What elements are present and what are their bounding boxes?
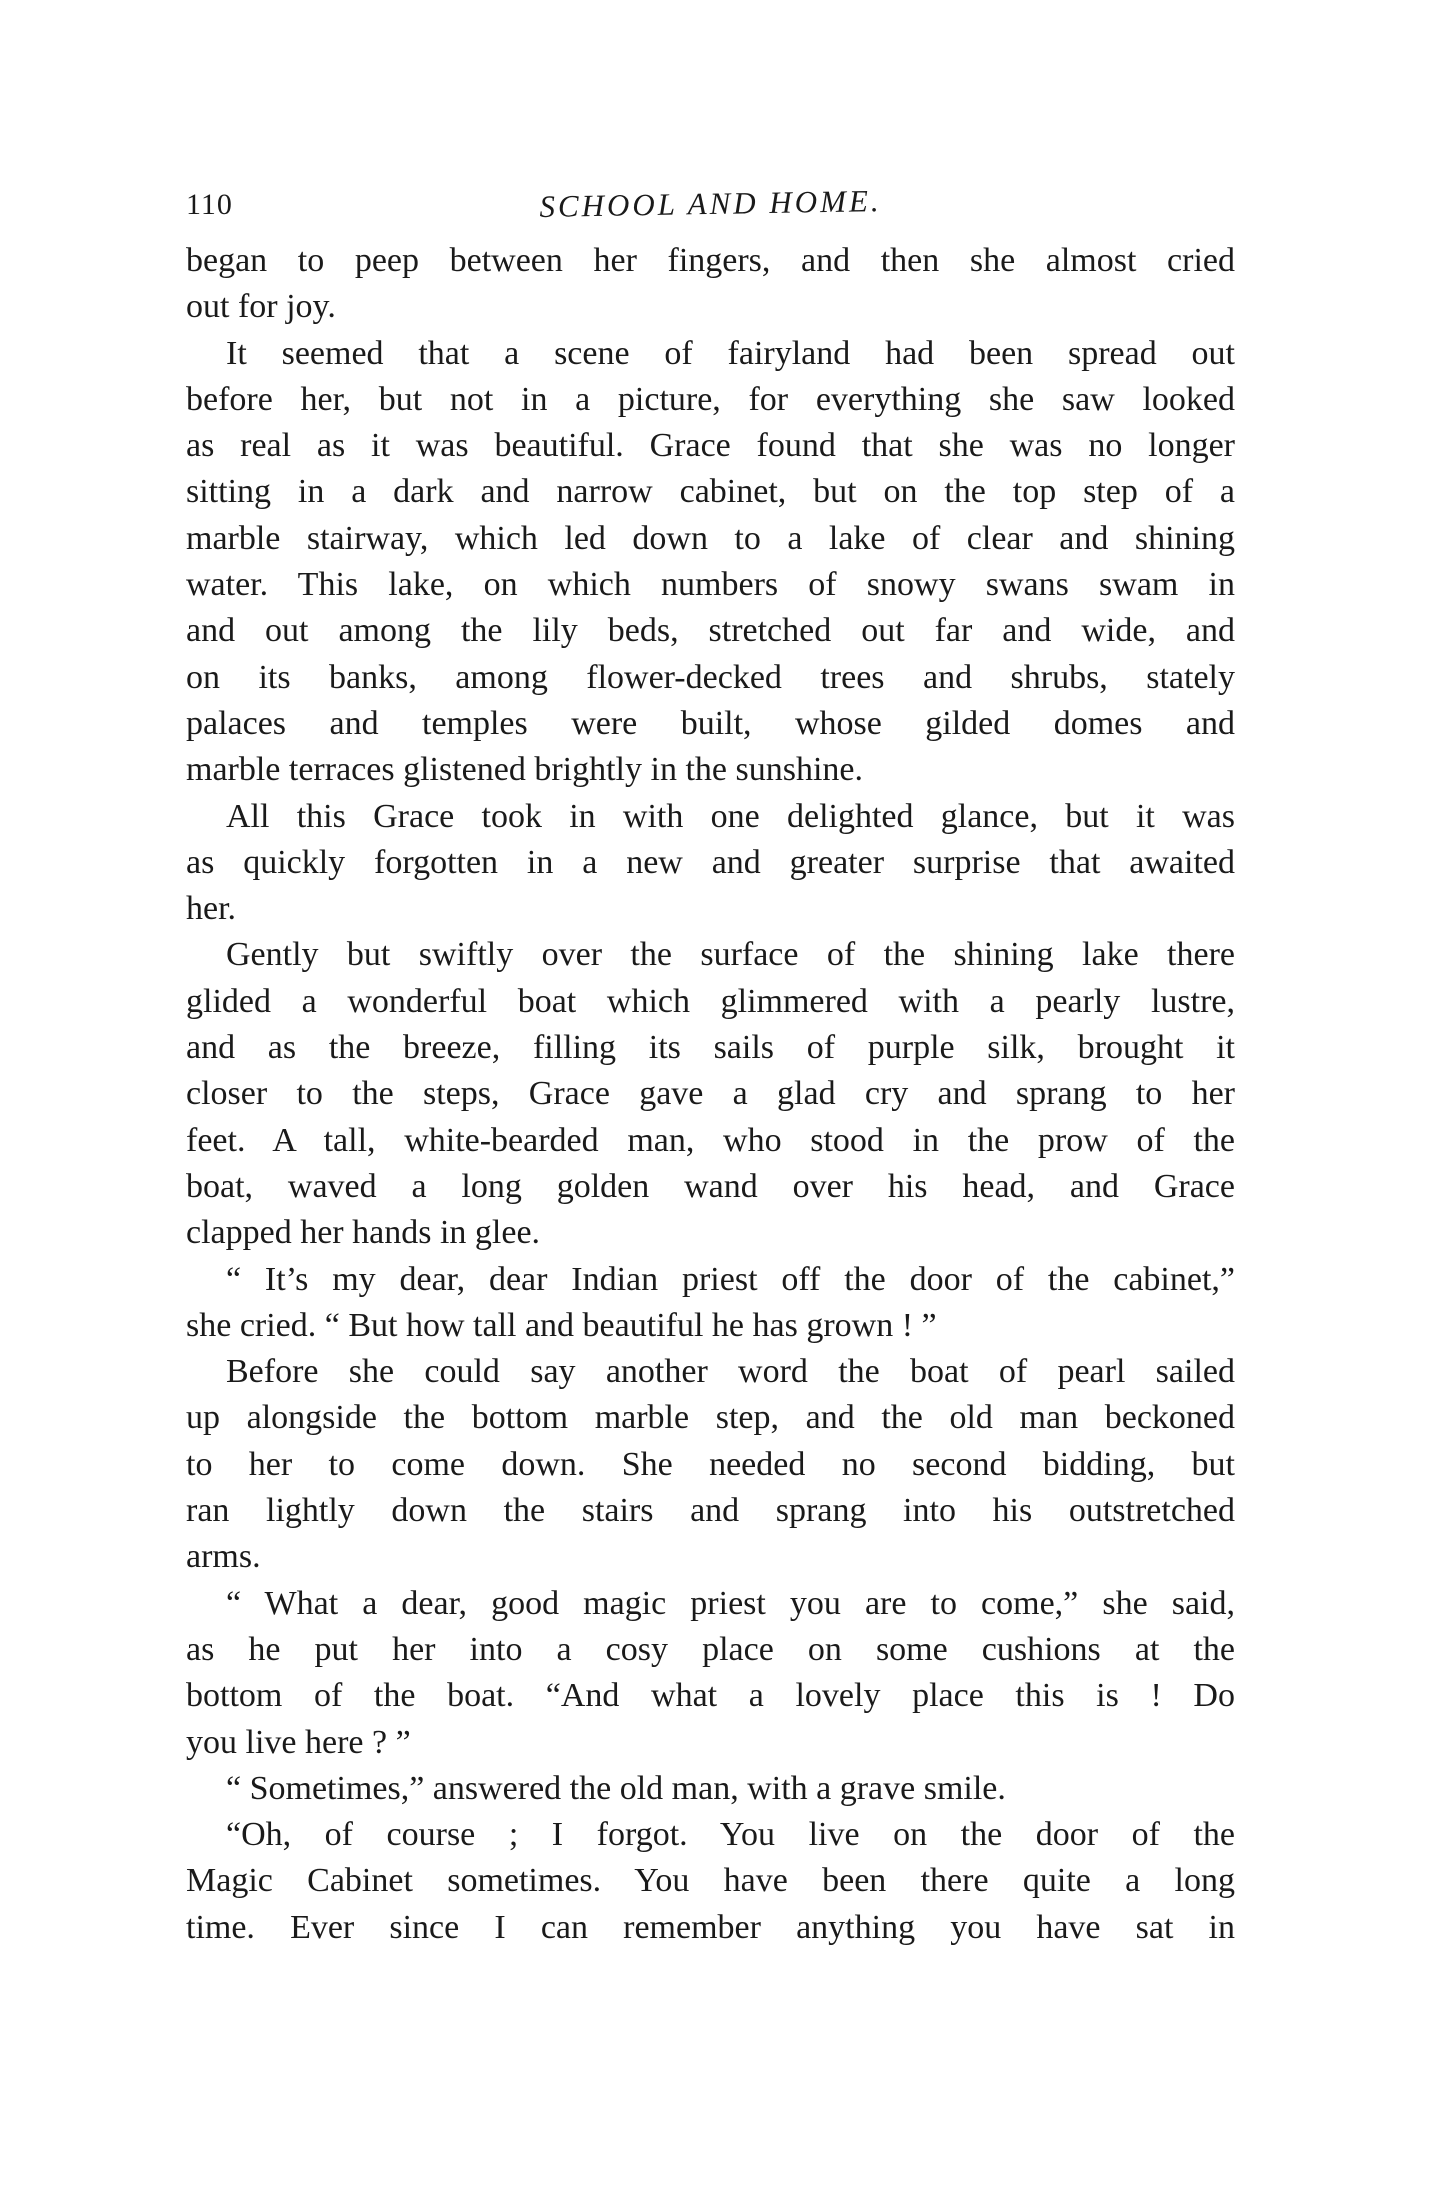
text-line: “ It’s my dear, dear Indian priest off the door of the cabinet,”: [226, 1260, 1235, 1298]
text-line: as real as it was beautiful. Grace found that she was no longer: [186, 427, 1235, 465]
text-line: as quickly forgotten in a new and greater surprise that awaited: [186, 843, 1235, 881]
text-line: water. This lake, on which numbers of snowy swans swam in: [186, 566, 1235, 604]
text-line: Before she could say another word the boat of pearl sailed: [226, 1353, 1235, 1391]
text-line: out for joy.: [186, 288, 336, 326]
text-line: “ What a dear, good magic priest you are to come,” she said,: [226, 1584, 1235, 1622]
text-line: bottom of the boat. “And what a lovely place this is ! Do: [186, 1677, 1235, 1715]
text-line: All this Grace took in with one delighted glance, but it was: [226, 797, 1235, 835]
text-line: marble stairway, which led down to a lake of clear and shining: [186, 519, 1235, 557]
text-line: up alongside the bottom marble step, and the old man beckoned: [186, 1399, 1235, 1437]
text-line: before her, but not in a picture, for everything she saw looked: [186, 380, 1235, 418]
body-text: [186, 238, 1235, 1951]
text-line: time. Ever since I can remember anything you have sat in: [186, 1908, 1235, 1946]
text-line: her.: [186, 890, 237, 928]
text-line: she cried. “ But how tall and beautiful he has grown ! ”: [186, 1306, 937, 1344]
text-line: and out among the lily beds, stretched out far and wide, and: [186, 612, 1235, 650]
text-line: Magic Cabinet sometimes. You have been there quite a long: [186, 1862, 1235, 1900]
page-number: 110: [186, 188, 233, 221]
text-line: and as the breeze, filling its sails of purple silk, brought it: [186, 1029, 1235, 1067]
text-line: Gently but swiftly over the surface of the shining lake there: [226, 936, 1235, 974]
text-line: marble terraces glistened brightly in the sunshine.: [186, 751, 863, 789]
text-line: to her to come down. She needed no second bidding, but: [186, 1445, 1235, 1483]
text-line: on its banks, among flower-decked trees and shrubs, stately: [186, 658, 1235, 696]
text-line: ran lightly down the stairs and sprang into his outstretched: [186, 1492, 1235, 1530]
text-line: began to peep between her fingers, and then she almost cried: [186, 242, 1235, 279]
page-header: [186, 180, 1235, 230]
text-line: “Oh, of course ; I forgot. You live on the door of the: [226, 1816, 1235, 1854]
text-line: palaces and temples were built, whose gilded domes and: [186, 704, 1235, 742]
text-line: glided a wonderful boat which glimmered with a pearly lustre,: [186, 982, 1235, 1020]
text-line: as he put her into a cosy place on some cushions at the: [186, 1630, 1235, 1668]
text-line: “ Sometimes,” answered the old man, with a grave smile.: [226, 1769, 1006, 1807]
text-line: sitting in a dark and narrow cabinet, but on the top step of a: [186, 473, 1235, 511]
text-line: you live here ? ”: [186, 1723, 411, 1761]
text-line: arms.: [186, 1538, 261, 1576]
text-line: It seemed that a scene of fairyland had been spread out: [226, 334, 1235, 372]
text-line: boat, waved a long golden wand over his head, and Grace: [186, 1167, 1235, 1205]
text-line: clapped her hands in glee.: [186, 1214, 541, 1252]
text-line: closer to the steps, Grace gave a glad cry and sprang to her: [186, 1075, 1235, 1113]
text-line: feet. A tall, white-bearded man, who stood in the prow of the: [186, 1121, 1235, 1159]
running-title: SCHOOL AND HOME.: [539, 183, 882, 224]
